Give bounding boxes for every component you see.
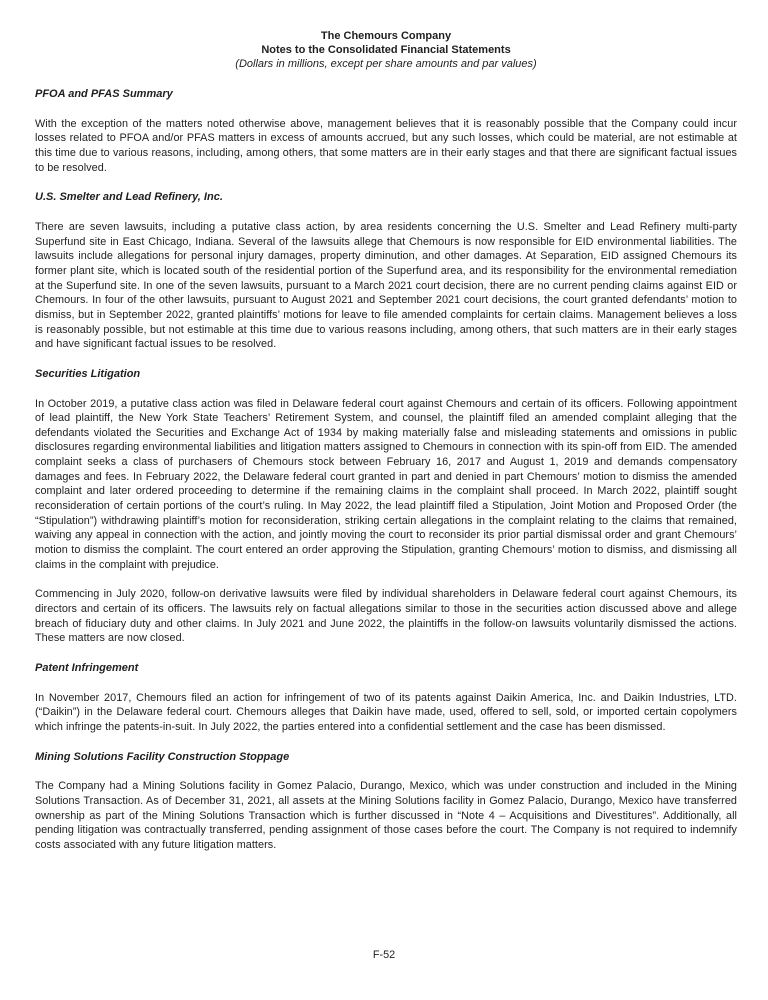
section-heading: Securities Litigation (35, 367, 141, 380)
section-heading: U.S. Smelter and Lead Refinery, Inc. (35, 191, 223, 204)
paragraph: In November 2017, Chemours filed an action for infringement of two of its patents against Daikin America, Inc. and Daikin Industries, LTD. (“Daikin”) in the Delaware federal court. Chemours alleges that Daikin have made, used, offered to sell, sold, or imported certain copolymers which infringe the patents-in-suit. In July 2022, the parties entered into a confidential settlement and the case has been dismissed. (35, 691, 737, 733)
section-heading: PFOA and PFAS Summary (35, 88, 173, 100)
paragraph: With the exception of the matters noted otherwise above, management believes that it is reasonably possible that the Company could incur losses related to PFOA and/or PFAS matters in excess of amounts accrued, but any such losses, which could be material, are not estimable at this time due to various reasons, including, among others, that some matters are in their early stages and that there are significant factual issues to be resolved. (35, 117, 737, 174)
section-pfoa-and-pfas-summary (35, 87, 737, 175)
paragraph: There are seven lawsuits, including a putative class action, by area residents concerning the U.S. Smelter and Lead Refinery multi-party Superfund site in East Chicago, Indiana. Several of the lawsuits allege that Chemours is now responsible for EID environmental liabilities. The lawsuits include allegations for personal injury damages, property diminution, and other damages. At Separation, EID assigned Chemours its former plant site, which is located south of the residential portion of the Superfund area, and its responsibility for the environmental remediation at the Superfund site. In one of the seven lawsuits, pursuant to a March 2021 court decision, there are no current pending claims against EID or Chemours. In four of the other lawsuits, pursuant to August 2021 and September 2021 court decisions, the court granted defendants’ motion to dismiss, but in September 2022, granted plaintiffs’ motions for leave to file amended complaints for certain claims. Management believes a loss is reasonably possible, but not estimable at this time due to various reasons including, among others, that such matters are in their early stages and have significant factual issues to be resolved. (35, 220, 737, 351)
paragraph: In October 2019, a putative class action was filed in Delaware federal court against Chemours and certain of its officers. Following appointment of lead plaintiff, the New York State Teachers’ Retirement System, and counsel, the plaintiff filed an amended complaint alleging that the defendants violated the Securities and Exchange Act of 1934 by making materially false and misleading statements and omissions in public disclosures regarding environmental liabilities and litigation matters assigned to Chemours in connection with its spin-off from EID. The amended complaint seeks a class of purchasers of Chemours stock between February 16, 2017 and August 1, 2019 and demands compensatory damages and fees. In February 2022, the Delaware federal court granted in part and denied in part Chemours’ motion to dismiss the amended complaint and later ordered proceeding to determine if the remaining claims in the complaint shall proceed. In March 2022, plaintiff sought reconsideration of certain portions of the court’s ruling. In May 2022, the lead plaintiff filed a Stipulation, Joint Motion and Proposed Order (the “Stipulation”) withdrawing plaintiff’s motion for reconsideration, striking certain allegations in the complaint relating to the claims that remained, waiving any appeal in connection with the action, and jointly moving the court to reconsider its prior partial dismissal order and grant Chemours’ motion to dismiss the complaint. The court entered an order approving the Stipulation, granting Chemours’ motion to dismiss, and dismissing all claims in the complaint with prejudice. (35, 397, 737, 571)
page-number: F-52 (372, 949, 396, 961)
section-heading: Mining Solutions Facility Construction Stoppage (35, 750, 290, 763)
section-heading: Patent Infringement (35, 662, 139, 674)
company-name: The Chemours Company (320, 30, 452, 42)
document-footer (0, 948, 768, 962)
document-header (35, 29, 737, 71)
paragraph: The Company had a Mining Solutions facility in Gomez Palacio, Durango, Mexico, which was under construction and included in the Mining Solutions Transaction. As of December 31, 2021, all assets at the Mining Solutions facility in Gomez Palacio, Durango, Mexico have transferred ownership as part of the Mining Solutions Transaction which is further discussed in “Note 4 – Acquisitions and Divestitures”. Additionally, all pending litigation was contractually transferred, pending assignment of those cases before the court. The Company is not required to indemnify costs associated with any future litigation matters. (35, 780, 737, 851)
section-patent-infringement (35, 661, 737, 735)
document-title: Notes to the Consolidated Financial Statements (261, 44, 511, 56)
document-body (35, 87, 737, 853)
document-subtitle: (Dollars in millions, except per share amounts and par values) (235, 58, 537, 70)
section-mining-solutions-facility-construction-stoppage (35, 750, 737, 853)
section-securities-litigation (35, 367, 737, 646)
section-us-smelter-and-lead-refinery (35, 190, 737, 352)
paragraph: Commencing in July 2020, follow-on derivative lawsuits were filed by individual shareholders in Delaware federal court against Chemours, its directors and certain of its officers. The lawsuits rely on factual allegations similar to those in the securities action discussed above and allege breach of fiduciary duty and other claims. In July 2021 and June 2022, the plaintiffs in the follow-on lawsuits voluntarily dismissed the actions. These matters are now closed. (35, 588, 737, 645)
